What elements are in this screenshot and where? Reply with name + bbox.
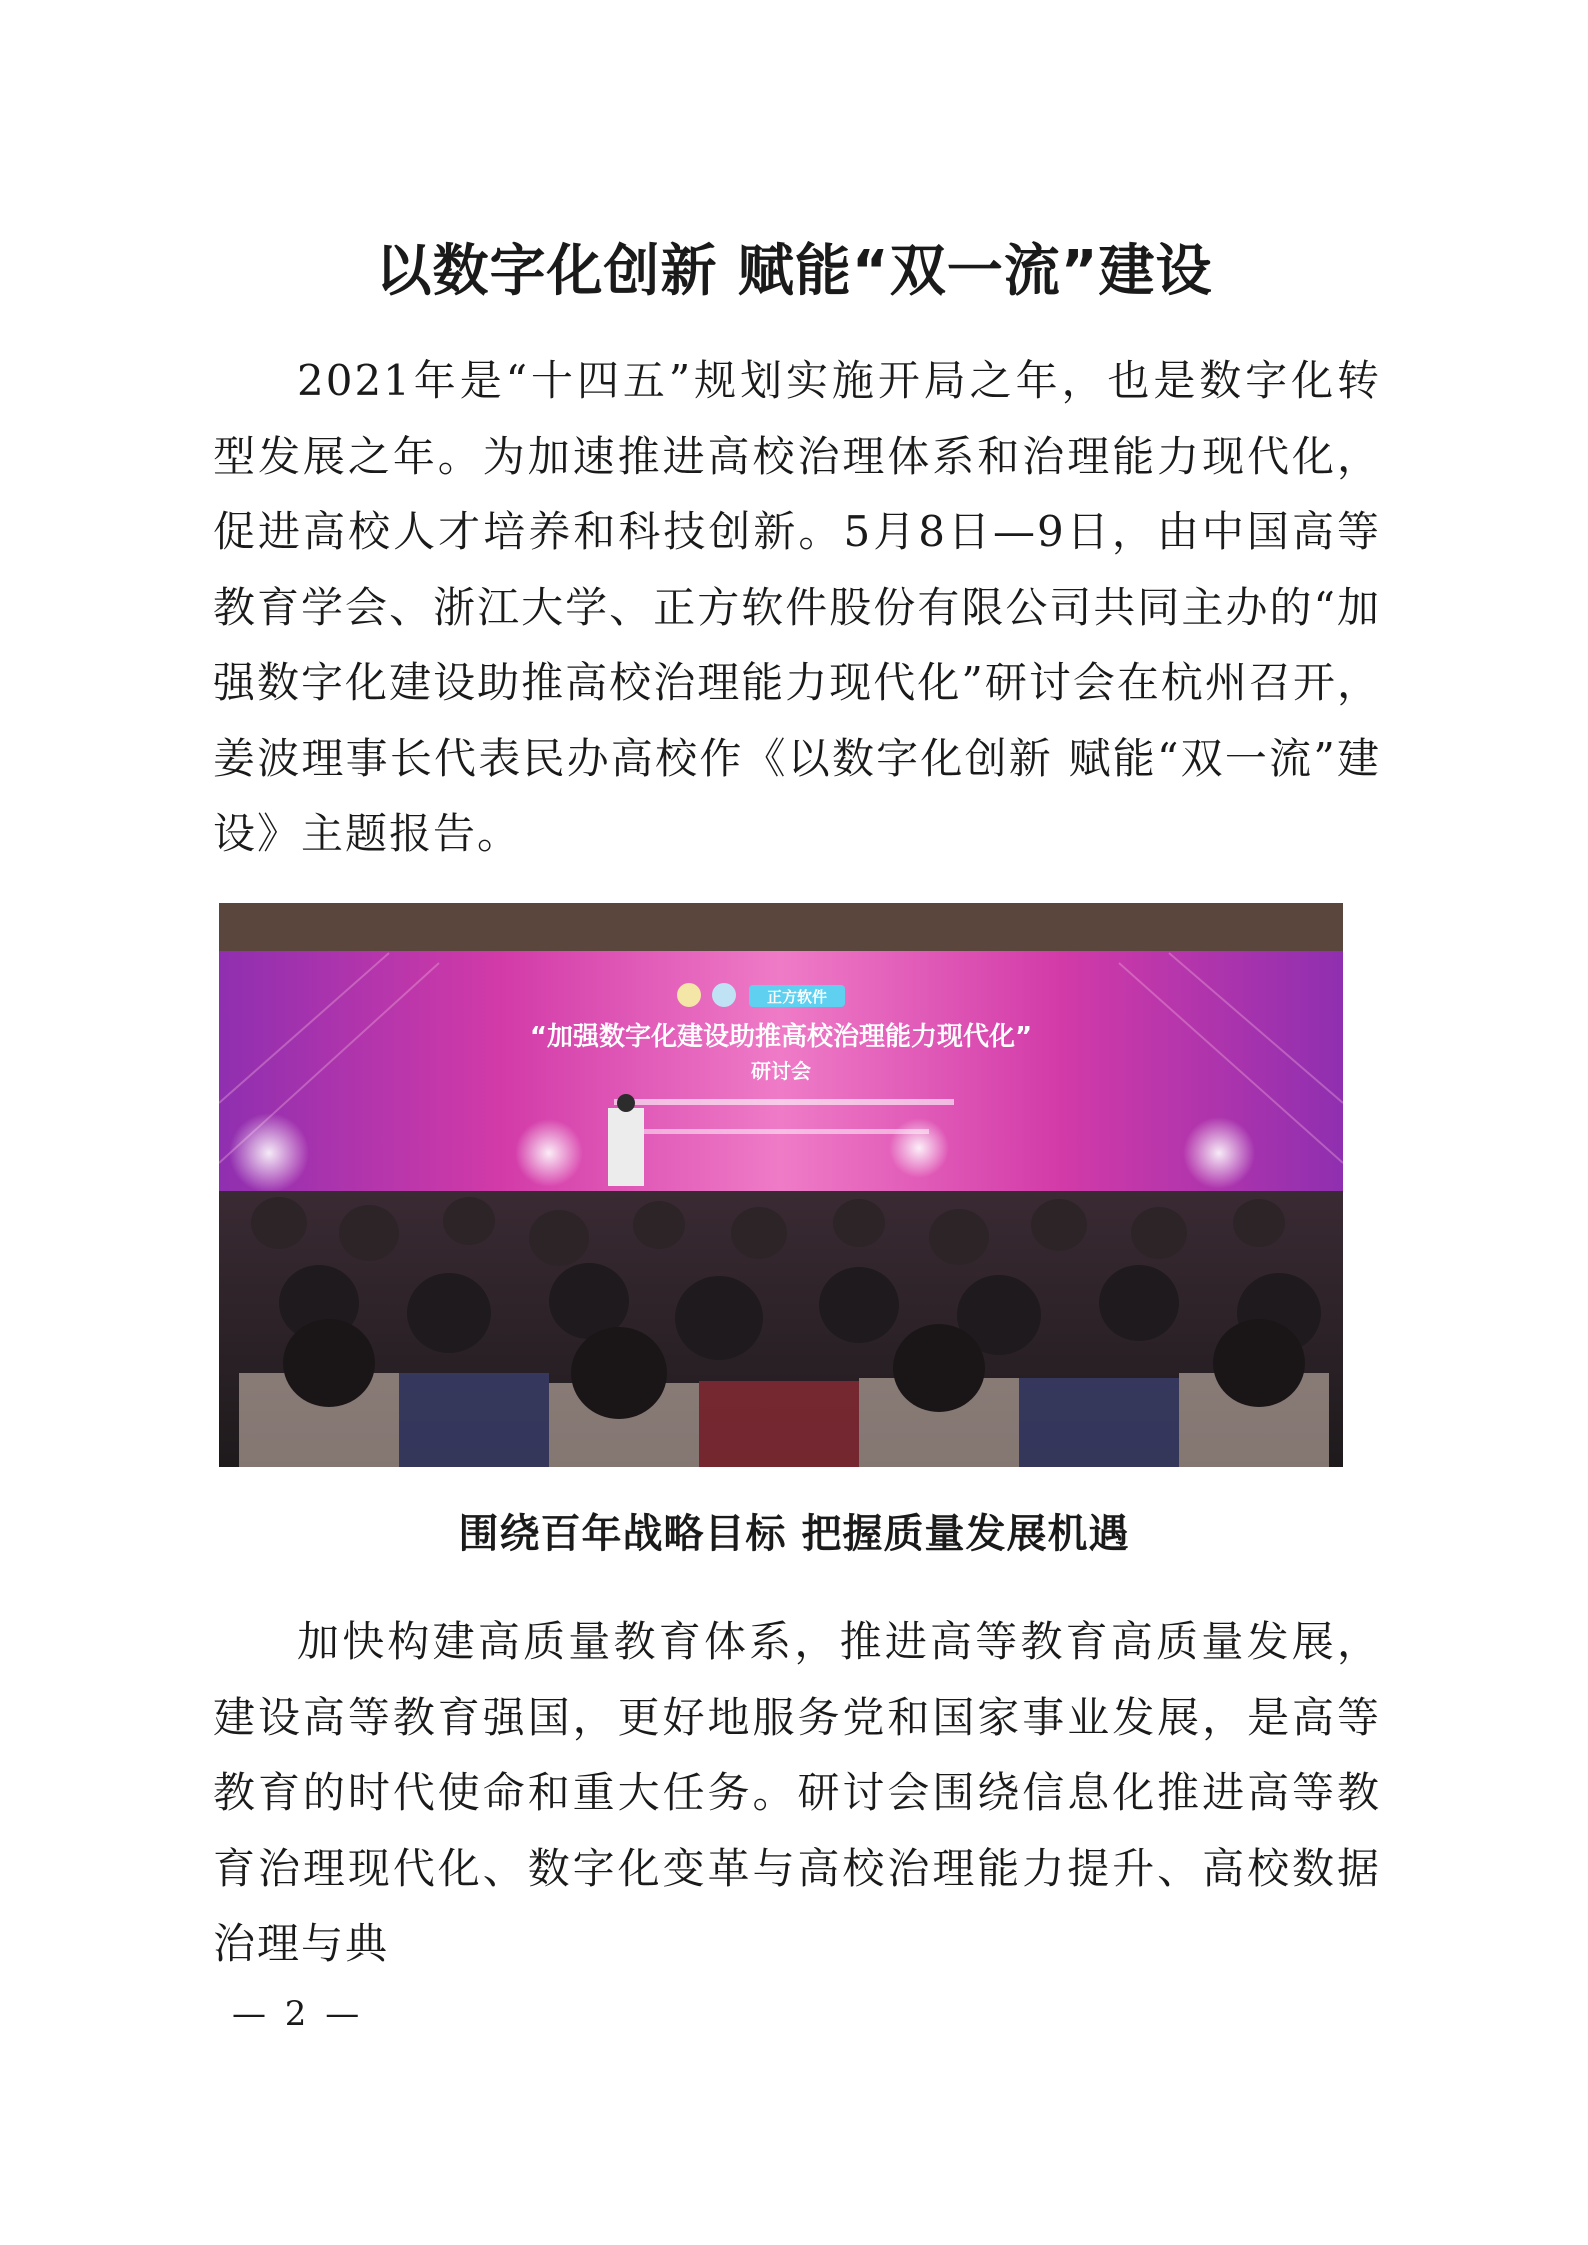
stage-subtitle: 研讨会 — [751, 1059, 811, 1083]
page-number: — 2 — — [232, 1994, 364, 2034]
body-paragraph-section: 加快构建高质量教育体系，推进高等教育高质量发展，建设高等教育强国，更好地服务党和国家事业发展，是高等教育的时代使命和重大任务。研讨会围绕信息化推进高等教育治理现代化、数字化变革与高校治理能力提升、高校数据治理与典 — [213, 1617, 1381, 1968]
body-paragraph-intro: 2021年是“十四五”规划实施开局之年，也是数字化转型发展之年。为加速推进高校治理体系和治理能力现代化，促进高校人才培养和科技创新。5月8日—9日，由中国高等教育学会、浙江大学、正方软件股份有限公司共同主办的“加强数字化建设助推高校治理能力现代化”研讨会在杭州召开，姜波理事长代表民办高校作《以数字化创新 赋能“双一流”建设》主题报告。 — [213, 356, 1381, 858]
stage-brand: 正方软件 — [766, 988, 828, 1006]
stage-title: “加强数字化建设助推高校治理能力现代化” — [529, 1022, 1033, 1052]
section-heading: 围绕百年战略目标 把握质量发展机遇 — [458, 1511, 1130, 1557]
conference-photo — [219, 903, 1343, 1467]
page-title: 以数字化创新 赋能“双一流”建设 — [375, 239, 1213, 304]
